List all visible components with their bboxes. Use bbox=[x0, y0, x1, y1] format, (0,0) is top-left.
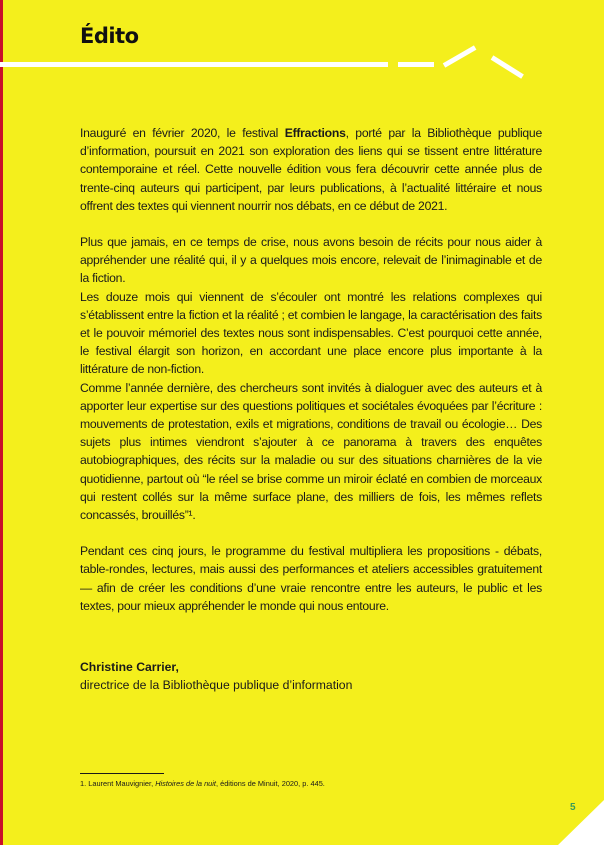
festival-name: Effractions bbox=[284, 126, 346, 140]
paragraph-intro bbox=[80, 124, 542, 215]
page-corner bbox=[558, 800, 604, 845]
paragraph-text: , porté par la Bibliothèque publique d’information, poursuit en 2021 son exploration des liens qui se tissent entre littérature contemporaine et réel. Cette nouvelle édition vous fera découvrir cette année plus de trente-cinq auteurs qui participent, par leurs publications, à l’actualité littéraire et nous offrent des textes qui viennent nourrir nos débats, en ce début de 2021. bbox=[80, 126, 542, 213]
footnote-text: , éditions de Minuit, 2020, p. 445. bbox=[215, 779, 325, 788]
decorative-dash bbox=[443, 45, 477, 67]
author-name: Christine Carrier, bbox=[80, 660, 179, 674]
decorative-dash bbox=[398, 62, 434, 67]
paragraph: Pendant ces cinq jours, le programme du festival multipliera les propositions - débats, table-rondes, lectures, mais aussi des performances et ateliers accessibles gratuitement — afin de créer les conditions d’une vraie rencontre entre les auteurs, le public et les textes, pour mieux appréhender le monde qui nous entoure. bbox=[80, 544, 542, 613]
page-title: Édito bbox=[80, 24, 139, 48]
page-edge-strip bbox=[0, 0, 3, 845]
page-number: 5 bbox=[570, 802, 576, 813]
title-rule bbox=[0, 62, 388, 67]
footnote-book-title: Histoires de la nuit bbox=[155, 779, 216, 788]
decorative-dash bbox=[491, 55, 524, 78]
footnote-rule bbox=[80, 773, 164, 774]
paragraph-text: Inauguré en février 2020, le festival bbox=[80, 126, 285, 140]
footnote bbox=[80, 779, 325, 788]
author-role: directrice de la Bibliothèque publique d’information bbox=[80, 678, 353, 693]
edito-body bbox=[80, 124, 542, 615]
signature-block bbox=[80, 658, 542, 694]
paragraph: Plus que jamais, en ce temps de crise, nous avons besoin de récits pour nous aider à appréhender une réalité qui, il y a quelques mois encore, relevait de l’inimaginable et de la fiction. bbox=[80, 235, 542, 286]
paragraph: Les douze mois qui viennent de s’écouler ont montré les relations complexes qui s’établissent entre la fiction et la réalité ; et combien le langage, la caractérisation des faits et le pouvoir mémoriel des textes nous sont indispensables. C’est pourquoi cette année, le festival élargit son horizon, en accordant une place encore plus importante à la littérature de non-fiction. bbox=[80, 289, 542, 377]
paragraph: Comme l’année dernière, des chercheurs sont invités à dialoguer avec des auteurs et à apporter leur expertise sur des questions politiques et sociétales évoquées par l’écriture : mouvements de protestation, exils et migrations, conditions de travail ou écologie… Des sujets plus intimes viendront s’ajouter à ce panorama à travers des enquêtes autobiographiques, des récits sur la maladie ou sur des situations charnières de la vie quotidienne, partout où “le réel se brise comme un miroir éclaté en combien de morceaux qui restent collés sur la même surface plane, des milliers de fois, les mêmes reflets concassés, brouillés”¹. bbox=[80, 380, 542, 523]
footnote-text: 1. Laurent Mauvignier, bbox=[80, 779, 156, 788]
